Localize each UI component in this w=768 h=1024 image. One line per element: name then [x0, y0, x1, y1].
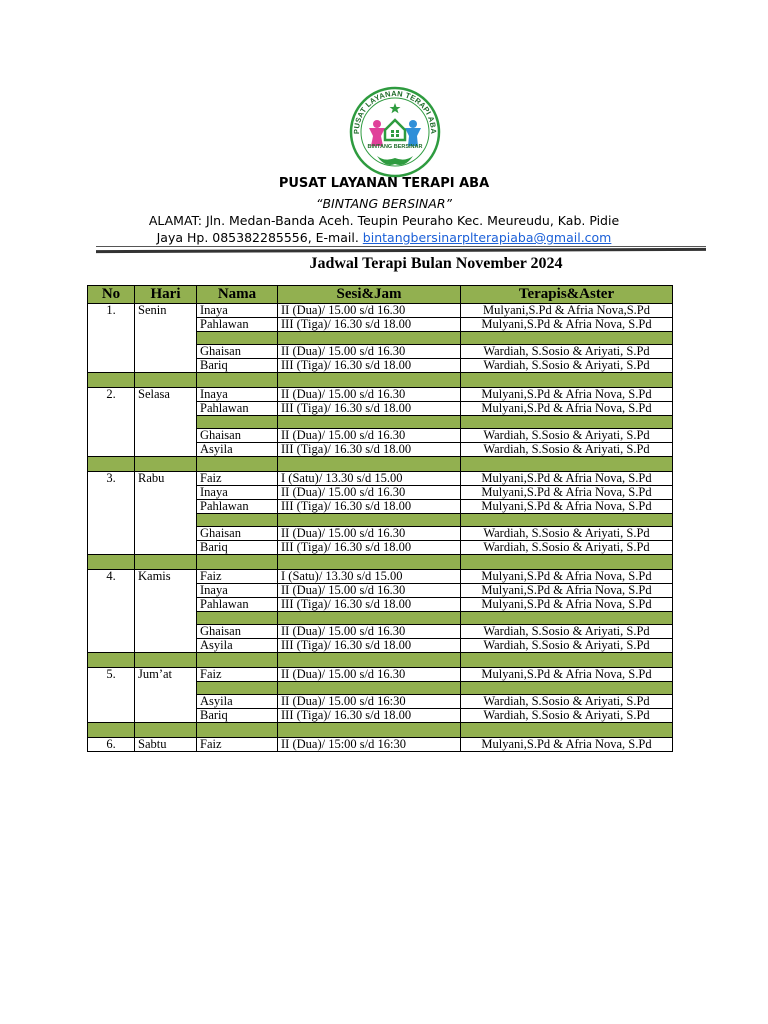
patient-name: Ghaisan — [197, 429, 278, 443]
session-time: II (Dua)/ 15.00 s/d 16.30 — [278, 625, 461, 639]
separator-cell — [197, 555, 278, 570]
patient-name: Pahlawan — [197, 598, 278, 612]
gap-cell — [461, 416, 673, 429]
day-name: Senin — [135, 304, 197, 373]
session-time: III (Tiga)/ 16.30 s/d 18.00 — [278, 359, 461, 373]
day-separator-row — [88, 555, 673, 570]
table-row — [88, 668, 673, 682]
patient-name: Faiz — [197, 472, 278, 486]
gap-cell — [461, 514, 673, 527]
session-time: III (Tiga)/ 16.30 s/d 18.00 — [278, 443, 461, 457]
therapy-schedule-table — [87, 285, 673, 752]
patient-name: Asyila — [197, 443, 278, 457]
gap-cell — [197, 682, 278, 695]
day-number: 3. — [88, 472, 135, 555]
patient-name: Pahlawan — [197, 500, 278, 514]
therapist-names: Mulyani,S.Pd & Afria Nova, S.Pd — [461, 472, 673, 486]
email-link[interactable]: bintangbersinarplterapiaba@gmail.com — [362, 230, 612, 245]
session-time: II (Dua)/ 15.00 s/d 16.30 — [278, 429, 461, 443]
therapist-names: Mulyani,S.Pd & Afria Nova, S.Pd — [461, 570, 673, 584]
letterhead-divider — [96, 246, 706, 247]
gap-cell — [278, 682, 461, 695]
patient-name: Bariq — [197, 709, 278, 723]
session-time: II (Dua)/ 15.00 s/d 16.30 — [278, 584, 461, 598]
day-number: 6. — [88, 738, 135, 752]
therapist-names: Wardiah, S.Sosio & Ariyati, S.Pd — [461, 695, 673, 709]
separator-cell — [135, 373, 197, 388]
session-time: II (Dua)/ 15.00 s/d 16.30 — [278, 304, 461, 318]
session-time: I (Satu)/ 13.30 s/d 15.00 — [278, 472, 461, 486]
separator-cell — [278, 457, 461, 472]
column-header: Hari — [135, 286, 197, 304]
gap-cell — [197, 416, 278, 429]
separator-cell — [135, 555, 197, 570]
document-title: Jadwal Terapi Bulan November 2024 — [309, 255, 563, 272]
session-time: II (Dua)/ 15.00 s/d 16.30 — [278, 668, 461, 682]
separator-cell — [88, 457, 135, 472]
therapist-names: Wardiah, S.Sosio & Ariyati, S.Pd — [461, 429, 673, 443]
patient-name: Inaya — [197, 304, 278, 318]
day-separator-row — [88, 373, 673, 388]
day-name: Kamis — [135, 570, 197, 653]
patient-name: Inaya — [197, 388, 278, 402]
letterhead-divider-thick — [96, 248, 706, 253]
day-number: 5. — [88, 668, 135, 723]
therapist-names: Wardiah, S.Sosio & Ariyati, S.Pd — [461, 359, 673, 373]
patient-name: Ghaisan — [197, 527, 278, 541]
therapist-names: Wardiah, S.Sosio & Ariyati, S.Pd — [461, 625, 673, 639]
day-name: Sabtu — [135, 738, 197, 752]
column-header: Nama — [197, 286, 278, 304]
patient-name: Pahlawan — [197, 318, 278, 332]
day-number: 2. — [88, 388, 135, 457]
therapist-names: Mulyani,S.Pd & Afria Nova, S.Pd — [461, 668, 673, 682]
day-name: Jum’at — [135, 668, 197, 723]
session-time: II (Dua)/ 15.00 s/d 16.30 — [278, 486, 461, 500]
table-row — [88, 388, 673, 402]
gap-cell — [197, 332, 278, 345]
patient-name: Pahlawan — [197, 402, 278, 416]
patient-name: Asyila — [197, 639, 278, 653]
therapist-names: Mulyani,S.Pd & Afria Nova, S.Pd — [461, 500, 673, 514]
separator-cell — [197, 653, 278, 668]
address-line: ALAMAT: Jln. Medan-Banda Aceh. Teupin Peuraho Kec. Meureudu, Kab. Pidie — [148, 213, 620, 228]
gap-cell — [197, 514, 278, 527]
day-number: 1. — [88, 304, 135, 373]
organization-motto: “BINTANG BERSINAR” — [316, 196, 452, 211]
therapist-names: Mulyani,S.Pd & Afria Nova, S.Pd — [461, 318, 673, 332]
session-time: III (Tiga)/ 16.30 s/d 18.00 — [278, 541, 461, 555]
day-separator-row — [88, 457, 673, 472]
patient-name: Ghaisan — [197, 345, 278, 359]
table-row — [88, 304, 673, 318]
separator-cell — [461, 555, 673, 570]
gap-cell — [461, 612, 673, 625]
session-time: III (Tiga)/ 16.30 s/d 18.00 — [278, 639, 461, 653]
session-time: III (Tiga)/ 16.30 s/d 18.00 — [278, 598, 461, 612]
patient-name: Bariq — [197, 359, 278, 373]
contact-line — [0, 230, 768, 245]
therapist-names: Wardiah, S.Sosio & Ariyati, S.Pd — [461, 345, 673, 359]
gap-cell — [197, 612, 278, 625]
therapist-names: Mulyani,S.Pd & Afria Nova, S.Pd — [461, 738, 673, 752]
therapist-names: Wardiah, S.Sosio & Ariyati, S.Pd — [461, 527, 673, 541]
session-time: I (Satu)/ 13.30 s/d 15.00 — [278, 570, 461, 584]
therapist-names: Mulyani,S.Pd & Afria Nova,S.Pd — [461, 304, 673, 318]
organization-name: PUSAT LAYANAN TERAPI ABA — [278, 176, 490, 191]
column-header: Sesi&Jam — [278, 286, 461, 304]
phone-text: Jaya Hp. 085382285556, E-mail. — [156, 230, 363, 245]
patient-name: Inaya — [197, 584, 278, 598]
patient-name: Bariq — [197, 541, 278, 555]
session-time: II (Dua)/ 15.00 s/d 16.30 — [278, 388, 461, 402]
session-time: II (Dua)/ 15.00 s/d 16.30 — [278, 527, 461, 541]
gap-cell — [278, 514, 461, 527]
therapist-names: Mulyani,S.Pd & Afria Nova, S.Pd — [461, 402, 673, 416]
session-time: III (Tiga)/ 16.30 s/d 18.00 — [278, 709, 461, 723]
separator-cell — [278, 373, 461, 388]
day-name: Rabu — [135, 472, 197, 555]
session-time: III (Tiga)/ 16.30 s/d 18.00 — [278, 318, 461, 332]
table-row — [88, 738, 673, 752]
table-header-row — [88, 286, 673, 304]
gap-cell — [278, 612, 461, 625]
gap-cell — [461, 332, 673, 345]
patient-name: Asyila — [197, 695, 278, 709]
therapist-names: Mulyani,S.Pd & Afria Nova, S.Pd — [461, 584, 673, 598]
patient-name: Ghaisan — [197, 625, 278, 639]
table-body — [88, 304, 673, 752]
day-name: Selasa — [135, 388, 197, 457]
separator-cell — [135, 653, 197, 668]
separator-cell — [197, 723, 278, 738]
separator-cell — [88, 555, 135, 570]
session-time: III (Tiga)/ 16.30 s/d 18.00 — [278, 402, 461, 416]
therapist-names: Wardiah, S.Sosio & Ariyati, S.Pd — [461, 541, 673, 555]
day-separator-row — [88, 653, 673, 668]
separator-cell — [461, 653, 673, 668]
therapist-names: Wardiah, S.Sosio & Ariyati, S.Pd — [461, 443, 673, 457]
patient-name: Faiz — [197, 570, 278, 584]
separator-cell — [461, 723, 673, 738]
gap-cell — [278, 332, 461, 345]
column-header: Terapis&Aster — [461, 286, 673, 304]
separator-cell — [88, 653, 135, 668]
separator-cell — [278, 723, 461, 738]
separator-cell — [278, 555, 461, 570]
therapist-names: Mulyani,S.Pd & Afria Nova, S.Pd — [461, 598, 673, 612]
table-row — [88, 472, 673, 486]
patient-name: Faiz — [197, 668, 278, 682]
separator-cell — [278, 653, 461, 668]
separator-cell — [135, 723, 197, 738]
logo-motto-text: BINTANG BERSINAR — [367, 144, 423, 150]
separator-cell — [197, 373, 278, 388]
day-number: 4. — [88, 570, 135, 653]
gap-cell — [278, 416, 461, 429]
session-time: II (Dua)/ 15:00 s/d 16:30 — [278, 738, 461, 752]
patient-name: Faiz — [197, 738, 278, 752]
gap-cell — [461, 682, 673, 695]
separator-cell — [461, 373, 673, 388]
session-time: II (Dua)/ 15.00 s/d 16.30 — [278, 345, 461, 359]
day-separator-row — [88, 723, 673, 738]
session-time: III (Tiga)/ 16.30 s/d 18.00 — [278, 500, 461, 514]
separator-cell — [461, 457, 673, 472]
organization-logo — [347, 86, 443, 178]
separator-cell — [88, 373, 135, 388]
therapist-names: Mulyani,S.Pd & Afria Nova, S.Pd — [461, 486, 673, 500]
session-time: II (Dua)/ 15.00 s/d 16:30 — [278, 695, 461, 709]
logo-ring-text: PUSAT LAYANAN TERAPI ABA — [351, 88, 439, 135]
separator-cell — [197, 457, 278, 472]
separator-cell — [88, 723, 135, 738]
therapist-names: Wardiah, S.Sosio & Ariyati, S.Pd — [461, 639, 673, 653]
column-header: No — [88, 286, 135, 304]
therapist-names: Mulyani,S.Pd & Afria Nova, S.Pd — [461, 388, 673, 402]
patient-name: Inaya — [197, 486, 278, 500]
separator-cell — [135, 457, 197, 472]
table-row — [88, 570, 673, 584]
therapist-names: Wardiah, S.Sosio & Ariyati, S.Pd — [461, 709, 673, 723]
